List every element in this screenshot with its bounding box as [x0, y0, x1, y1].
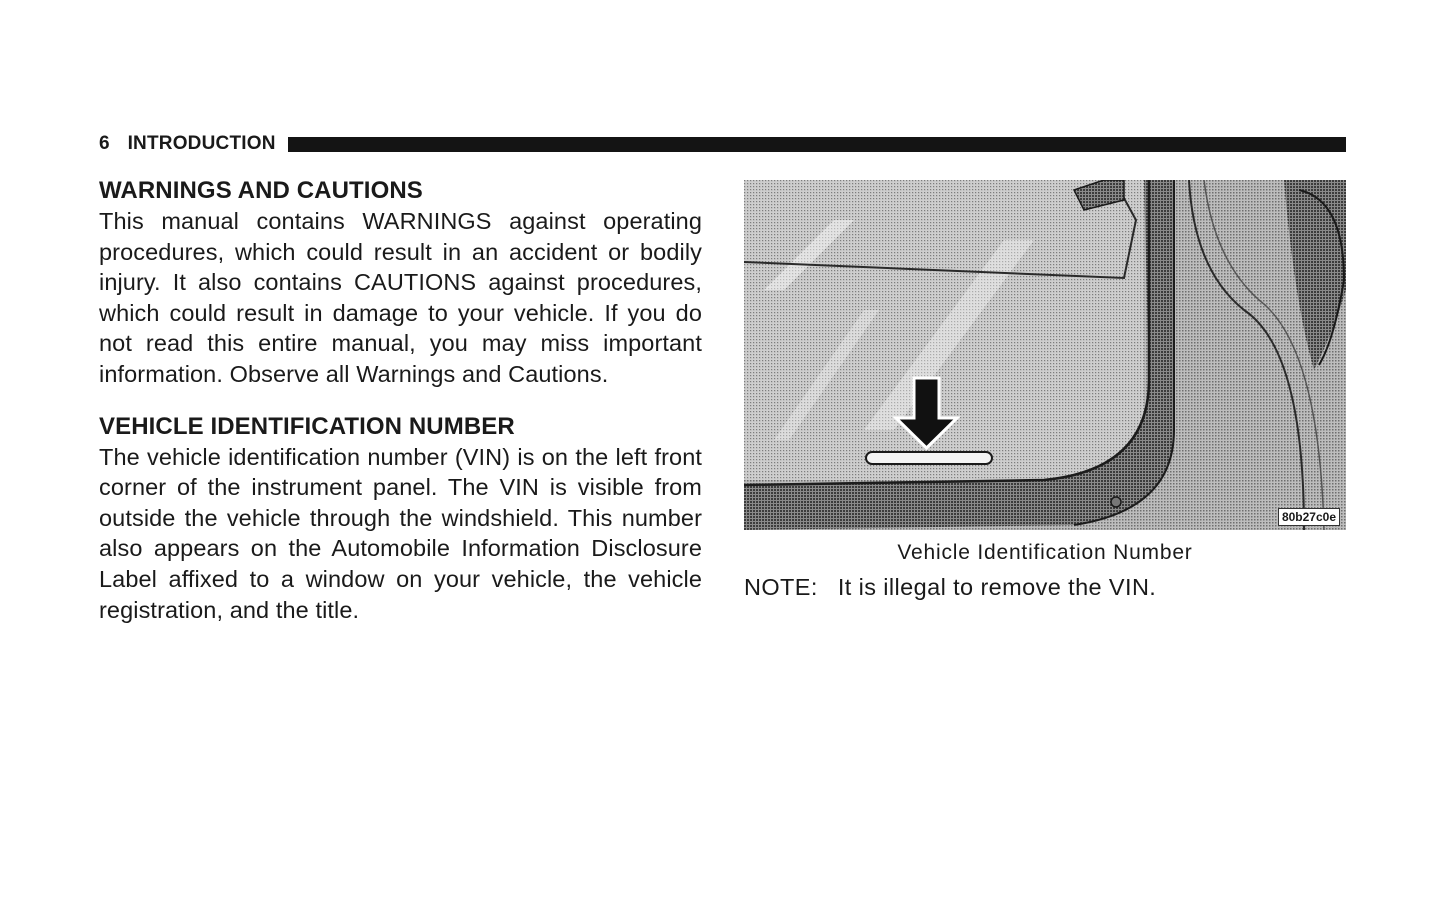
- page-number: 6: [99, 133, 110, 154]
- warnings-heading: WARNINGS AND CAUTIONS: [99, 177, 423, 204]
- warnings-paragraph: This manual contains WARNINGS against operating procedures, which could result in an accident or bodily injury. It also contains CAUTIONS against procedures, which could result in damage to your vehicle. If you do not read this entire manual, you may miss important information. Observe all Warnings and Cautions.: [99, 208, 702, 387]
- vin-heading: VEHICLE IDENTIFICATION NUMBER: [99, 412, 515, 440]
- figure-caption: Vehicle Identification Number: [897, 541, 1193, 564]
- section-spacer: [99, 390, 702, 412]
- figure-code-label: 80b27c0e: [1278, 508, 1340, 526]
- note-text: It is illegal to remove the VIN.: [837, 574, 1157, 600]
- header-rule: [288, 137, 1346, 152]
- vin-paragraph: The vehicle identification number (VIN) is on the left front corner of the instrument panel. The VIN is visible from outside the vehicle through the windshield. This number also appears on the Automobile Information Disclosure Label affixed to a window on your vehicle, the vehicle registration, and the title.: [99, 443, 702, 623]
- note: [744, 574, 1156, 601]
- vin-location-illustration: [744, 180, 1346, 530]
- page-header: [99, 131, 1346, 157]
- section-title: INTRODUCTION: [127, 133, 276, 154]
- left-column: [99, 176, 702, 625]
- dashboard-windshield-drawing: [744, 180, 1346, 530]
- note-label: NOTE:: [744, 574, 818, 600]
